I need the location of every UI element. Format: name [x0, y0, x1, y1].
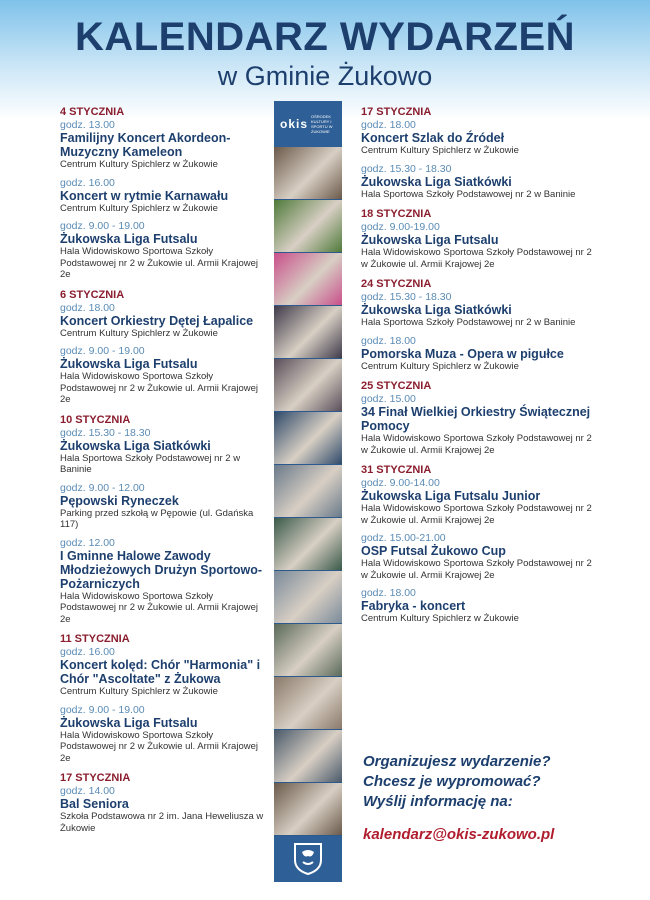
event-location: Hala Widowiskowo Sportowa Szkoły Podstawowej nr 2 w Żukowie ul. Armii Krajowej 2e — [60, 246, 258, 280]
event-date: 17 STYCZNIA — [361, 106, 432, 118]
page-title: KALENDARZ WYDARZEŃ — [74, 15, 576, 59]
event-date: 6 STYCZNIA — [60, 288, 125, 301]
okis-logo-text: okis — [280, 117, 309, 131]
event-photo — [274, 306, 342, 358]
event-name: Pomorska Muza - Opera w pigułce — [361, 346, 564, 361]
event-day — [60, 414, 265, 626]
event-photo — [274, 677, 342, 729]
event-item — [361, 393, 601, 456]
event-item — [361, 587, 601, 625]
event-location: Szkoła Podstawowa nr 2 im. Jana Heweliusza w Żukowie — [60, 811, 264, 834]
event-item — [361, 291, 601, 329]
event-location: Hala Widowiskowo Sportowa Szkoły Podstawowej nr 2 w Żukowie ul. Armii Krajowej 2e — [60, 371, 258, 405]
event-item — [361, 119, 601, 157]
event-time: godz. 18.00 — [361, 334, 416, 347]
cta-line-2: Chcesz je wypromować? — [363, 773, 541, 790]
event-location: Centrum Kultury Spichlerz w Żukowie — [361, 613, 519, 624]
event-time: godz. 12.00 — [60, 536, 115, 549]
event-name: Familijny Koncert Akordeon-Muzyczny Kameleon — [60, 131, 231, 159]
event-location: Hala Widowiskowo Sportowa Szkoły Podstawowej nr 2 w Żukowie ul. Armii Krajowej 2e — [361, 503, 592, 526]
event-name: I Gminne Halowe Zawody Młodzieżowych Drużyn Sportowo-Pożarniczych — [60, 548, 263, 591]
event-time: godz. 9.00 - 19.00 — [60, 345, 145, 357]
event-time: godz. 15.30 - 18.30 — [60, 426, 151, 439]
event-name: Żukowska Liga Siatkówki — [361, 174, 512, 189]
event-location: Centrum Kultury Spichlerz w Żukowie — [361, 360, 519, 372]
event-photo — [274, 730, 342, 782]
event-item — [60, 482, 265, 531]
event-name: Koncert kolęd: Chór "Harmonia" i Chór "Ascoltate" z Żukowa — [60, 658, 261, 686]
events-column-left — [60, 106, 265, 842]
event-item — [60, 785, 265, 834]
event-time: godz. 9.00-14.00 — [361, 477, 440, 489]
event-day — [60, 772, 265, 834]
event-name: Żukowska Liga Futsalu — [60, 232, 198, 246]
cta-line-3: Wyślij informację na: — [363, 793, 513, 810]
event-photo — [274, 783, 342, 835]
event-photo — [274, 253, 342, 305]
event-time: godz. 16.00 — [60, 176, 115, 189]
event-item — [60, 427, 265, 476]
event-name: Żukowska Liga Siatkówki — [60, 438, 211, 453]
event-photo — [274, 147, 342, 199]
event-location: Centrum Kultury Spichlerz w Żukowie — [60, 159, 218, 170]
event-location: Hala Widowiskowo Sportowa Szkoły Podstawowej nr 2 w Żukowie ul. Armii Krajowej 2e — [361, 433, 592, 456]
event-item — [60, 704, 265, 765]
event-location: Centrum Kultury Spichlerz w Żukowie — [361, 145, 519, 156]
event-date: 25 STYCZNIA — [361, 380, 432, 392]
event-time: godz. 15.00-21.00 — [361, 532, 446, 544]
event-location: Centrum Kultury Spichlerz w Żukowie — [60, 327, 218, 339]
event-date: 17 STYCZNIA — [60, 772, 131, 784]
event-photo — [274, 465, 342, 517]
event-date: 11 STYCZNIA — [60, 633, 130, 645]
event-date: 4 STYCZNIA — [60, 106, 125, 118]
event-location: Hala Widowiskowo Sportowa Szkoły Podstawowej nr 2 w Żukowie ul. Armii Krajowej 2e — [361, 247, 592, 270]
event-item — [60, 119, 265, 171]
event-name: Żukowska Liga Futsalu — [60, 357, 198, 371]
event-time: godz. 9.00 - 19.00 — [60, 703, 145, 716]
event-time: godz. 14.00 — [60, 785, 115, 797]
event-day — [60, 633, 265, 764]
event-item — [361, 477, 601, 526]
event-item — [361, 163, 601, 201]
event-item — [60, 302, 265, 340]
event-location: Hala Sportowa Szkoły Podstawowej nr 2 w Baninie — [361, 188, 576, 200]
event-name: Fabryka - koncert — [361, 599, 466, 613]
event-name: Żukowska Liga Siatkówki — [361, 303, 512, 317]
event-name: 34 Finał Wielkiej Orkiestry Świątecznej Pomocy — [361, 405, 591, 433]
event-day — [361, 208, 601, 270]
event-name: Żukowska Liga Futsalu — [361, 233, 499, 247]
event-photo — [274, 518, 342, 570]
photo-strip — [274, 101, 342, 882]
event-photo — [274, 624, 342, 676]
event-name: Koncert w rytmie Karnawału — [60, 188, 229, 203]
event-day — [361, 278, 601, 372]
event-date: 18 STYCZNIA — [361, 208, 432, 220]
event-photo — [274, 412, 342, 464]
event-name: Żukowska Liga Futsalu Junior — [361, 489, 541, 503]
okis-logo — [274, 101, 342, 147]
event-day — [361, 380, 601, 456]
event-location: Hala Widowiskowo Sportowa Szkoły Podstawowej nr 2 w Żukowie ul. Armii Krajowej 2e — [361, 558, 592, 581]
event-location: Hala Widowiskowo Sportowa Szkoły Podstawowej nr 2 w Żukowie ul. Armii Krajowej 2e — [60, 590, 258, 625]
event-day — [361, 106, 601, 200]
event-time: godz. 18.00 — [361, 587, 416, 599]
event-item — [60, 345, 265, 406]
event-time: godz. 15.00 — [361, 393, 416, 405]
event-date: 10 STYCZNIA — [60, 413, 131, 426]
event-name: Bal Seniora — [60, 797, 129, 811]
event-item — [361, 532, 601, 581]
event-name: Koncert Orkiestry Dętej Łapalice — [60, 313, 254, 328]
event-day — [60, 289, 265, 406]
okis-logo-subtext: OŚRODEK KULTURY I SPORTU W ŻUKOWIE — [311, 114, 333, 134]
event-item — [60, 537, 265, 626]
event-location: Hala Widowiskowo Sportowa Szkoły Podstawowej nr 2 w Żukowie ul. Armii Krajowej 2e — [60, 729, 258, 764]
event-time: godz. 9.00 - 12.00 — [60, 481, 145, 494]
events-column-right — [361, 106, 601, 633]
page-subtitle: w Gminie Żukowo — [217, 61, 433, 91]
cta-line-1: Organizujesz wydarzenie? — [363, 753, 551, 770]
event-name: OSP Futsal Żukowo Cup — [361, 544, 506, 558]
event-time: godz. 18.00 — [361, 119, 416, 131]
event-time: godz. 13.00 — [60, 119, 115, 131]
event-item — [60, 177, 265, 215]
event-name: Żukowska Liga Futsalu — [60, 715, 198, 730]
event-item — [361, 221, 601, 270]
event-item — [361, 335, 601, 373]
event-day — [361, 464, 601, 625]
header — [0, 14, 650, 92]
event-photo — [274, 571, 342, 623]
event-photo — [274, 200, 342, 252]
event-date: 24 STYCZNIA — [361, 278, 432, 290]
event-location: Parking przed szkołą w Pępowie (ul. Gdańska 117) — [60, 507, 254, 530]
event-time: godz. 16.00 — [60, 646, 115, 658]
event-location: Hala Sportowa Szkoły Podstawowej nr 2 w Baninie — [361, 317, 576, 328]
contact-email-link[interactable]: kalendarz@okis-zukowo.pl — [363, 826, 555, 843]
event-photo — [274, 359, 342, 411]
event-day — [60, 106, 265, 281]
event-date: 31 STYCZNIA — [361, 464, 432, 476]
event-time: godz. 15.30 - 18.30 — [361, 291, 452, 303]
event-time: godz. 15.30 - 18.30 — [361, 162, 452, 175]
event-location: Centrum Kultury Spichlerz w Żukowie — [60, 202, 218, 214]
event-item — [60, 220, 265, 281]
event-time: godz. 9.00 - 19.00 — [60, 220, 145, 232]
gmina-crest-icon — [274, 836, 342, 882]
call-to-action — [363, 752, 633, 845]
event-name: Pępowski Ryneczek — [60, 493, 179, 508]
event-time: godz. 9.00-19.00 — [361, 221, 440, 233]
event-location: Hala Sportowa Szkoły Podstawowej nr 2 w Baninie — [60, 452, 241, 475]
event-name: Koncert Szlak do Źródeł — [361, 131, 505, 145]
event-location: Centrum Kultury Spichlerz w Żukowie — [60, 686, 218, 697]
event-time: godz. 18.00 — [60, 301, 115, 314]
event-item — [60, 646, 265, 698]
